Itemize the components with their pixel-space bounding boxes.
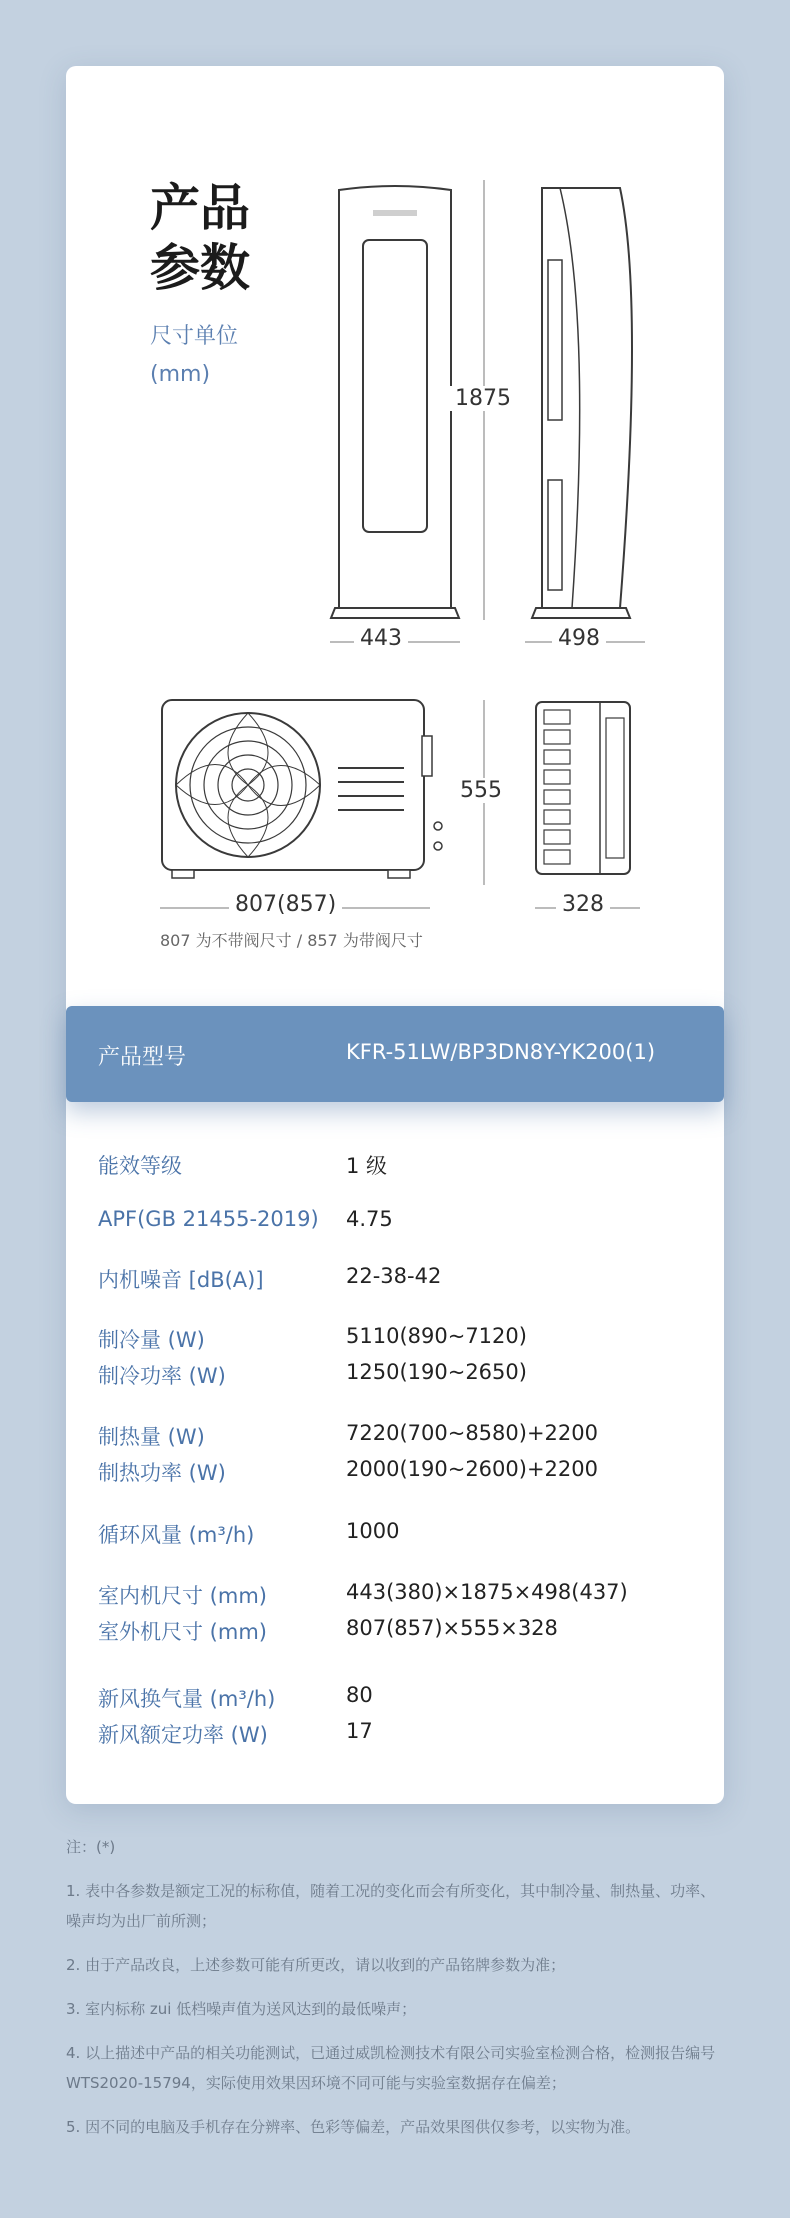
indoor-width-dim: 443 — [354, 626, 408, 651]
outdoor-height-dim: 555 — [454, 778, 508, 803]
spec-airflow: 循环风量 (m³/h) 1000 — [98, 1519, 400, 1547]
indoor-unit-side-illustration — [520, 180, 650, 630]
model-bar — [66, 1006, 724, 1102]
spec-noise: 内机噪音 [dB(A)] 22-38-42 — [98, 1264, 442, 1292]
model-value: KFR-51LW/BP3DN8Y-YK200(1) — [346, 1040, 656, 1064]
note-5: 5. 因不同的电脑及手机存在分辨率、色彩等偏差，产品效果图供仅参考，以实物为准。 — [66, 2118, 641, 2136]
outdoor-depth-dim: 328 — [556, 892, 610, 917]
outdoor-size-note: 807 为不带阀尺寸 / 857 为带阀尺寸 — [160, 931, 423, 950]
unit-label: 尺寸单位 (mm) — [150, 324, 239, 387]
indoor-unit-front-illustration — [325, 180, 465, 630]
page-title: 产品 参数 — [150, 179, 250, 297]
spec-cooling: 制冷量 (W) 5110(890~7120) 制冷功率 (W) 1250(190~2650) — [98, 1324, 527, 1388]
note-2: 2. 由于产品改良，上述参数可能有所更改，请以收到的产品铭牌参数为准； — [66, 1956, 566, 1974]
spec-heating: 制热量 (W) 7220(700~8580)+2200 制热功率 (W) 2000(190~2600)+2200 — [98, 1421, 598, 1485]
note-4: 4. 以上描述中产品的相关功能测试，已通过威凯检测技术有限公司实验室检测合格，检测报告编号 WTS2020-15794，实际使用效果因环境不同可能与实验室数据存在偏差； — [66, 2044, 716, 2092]
indoor-depth-dim: 498 — [552, 626, 606, 651]
spec-size: 室内机尺寸 (mm) 443(380)×1875×498(437) 室外机尺寸 (mm) 807(857)×555×328 — [98, 1580, 628, 1644]
spec-apf: APF(GB 21455-2019) 4.75 — [98, 1207, 393, 1231]
note-1: 1. 表中各参数是额定工况的标称值，随着工况的变化而会有所变化，其中制冷量、制热量、功率、噪声均为出厂前所测； — [66, 1882, 716, 1930]
footnotes — [66, 1832, 726, 2156]
model-label: 产品型号 — [98, 1045, 187, 1070]
spec-energy: 能效等级 1 级 — [98, 1154, 388, 1178]
notes-heading: 注：(*) — [66, 1838, 116, 1856]
outdoor-width-dim: 807(857) — [229, 892, 342, 917]
note-3: 3. 室内标称 zui 低档噪声值为送风达到的最低噪声； — [66, 2000, 417, 2018]
outdoor-unit-side-illustration — [532, 698, 642, 884]
outdoor-unit-front-illustration — [158, 696, 448, 886]
indoor-height-dim: 1875 — [449, 386, 517, 411]
spec-fresh-air: 新风换气量 (m³/h) 80 新风额定功率 (W) 17 — [98, 1683, 373, 1747]
